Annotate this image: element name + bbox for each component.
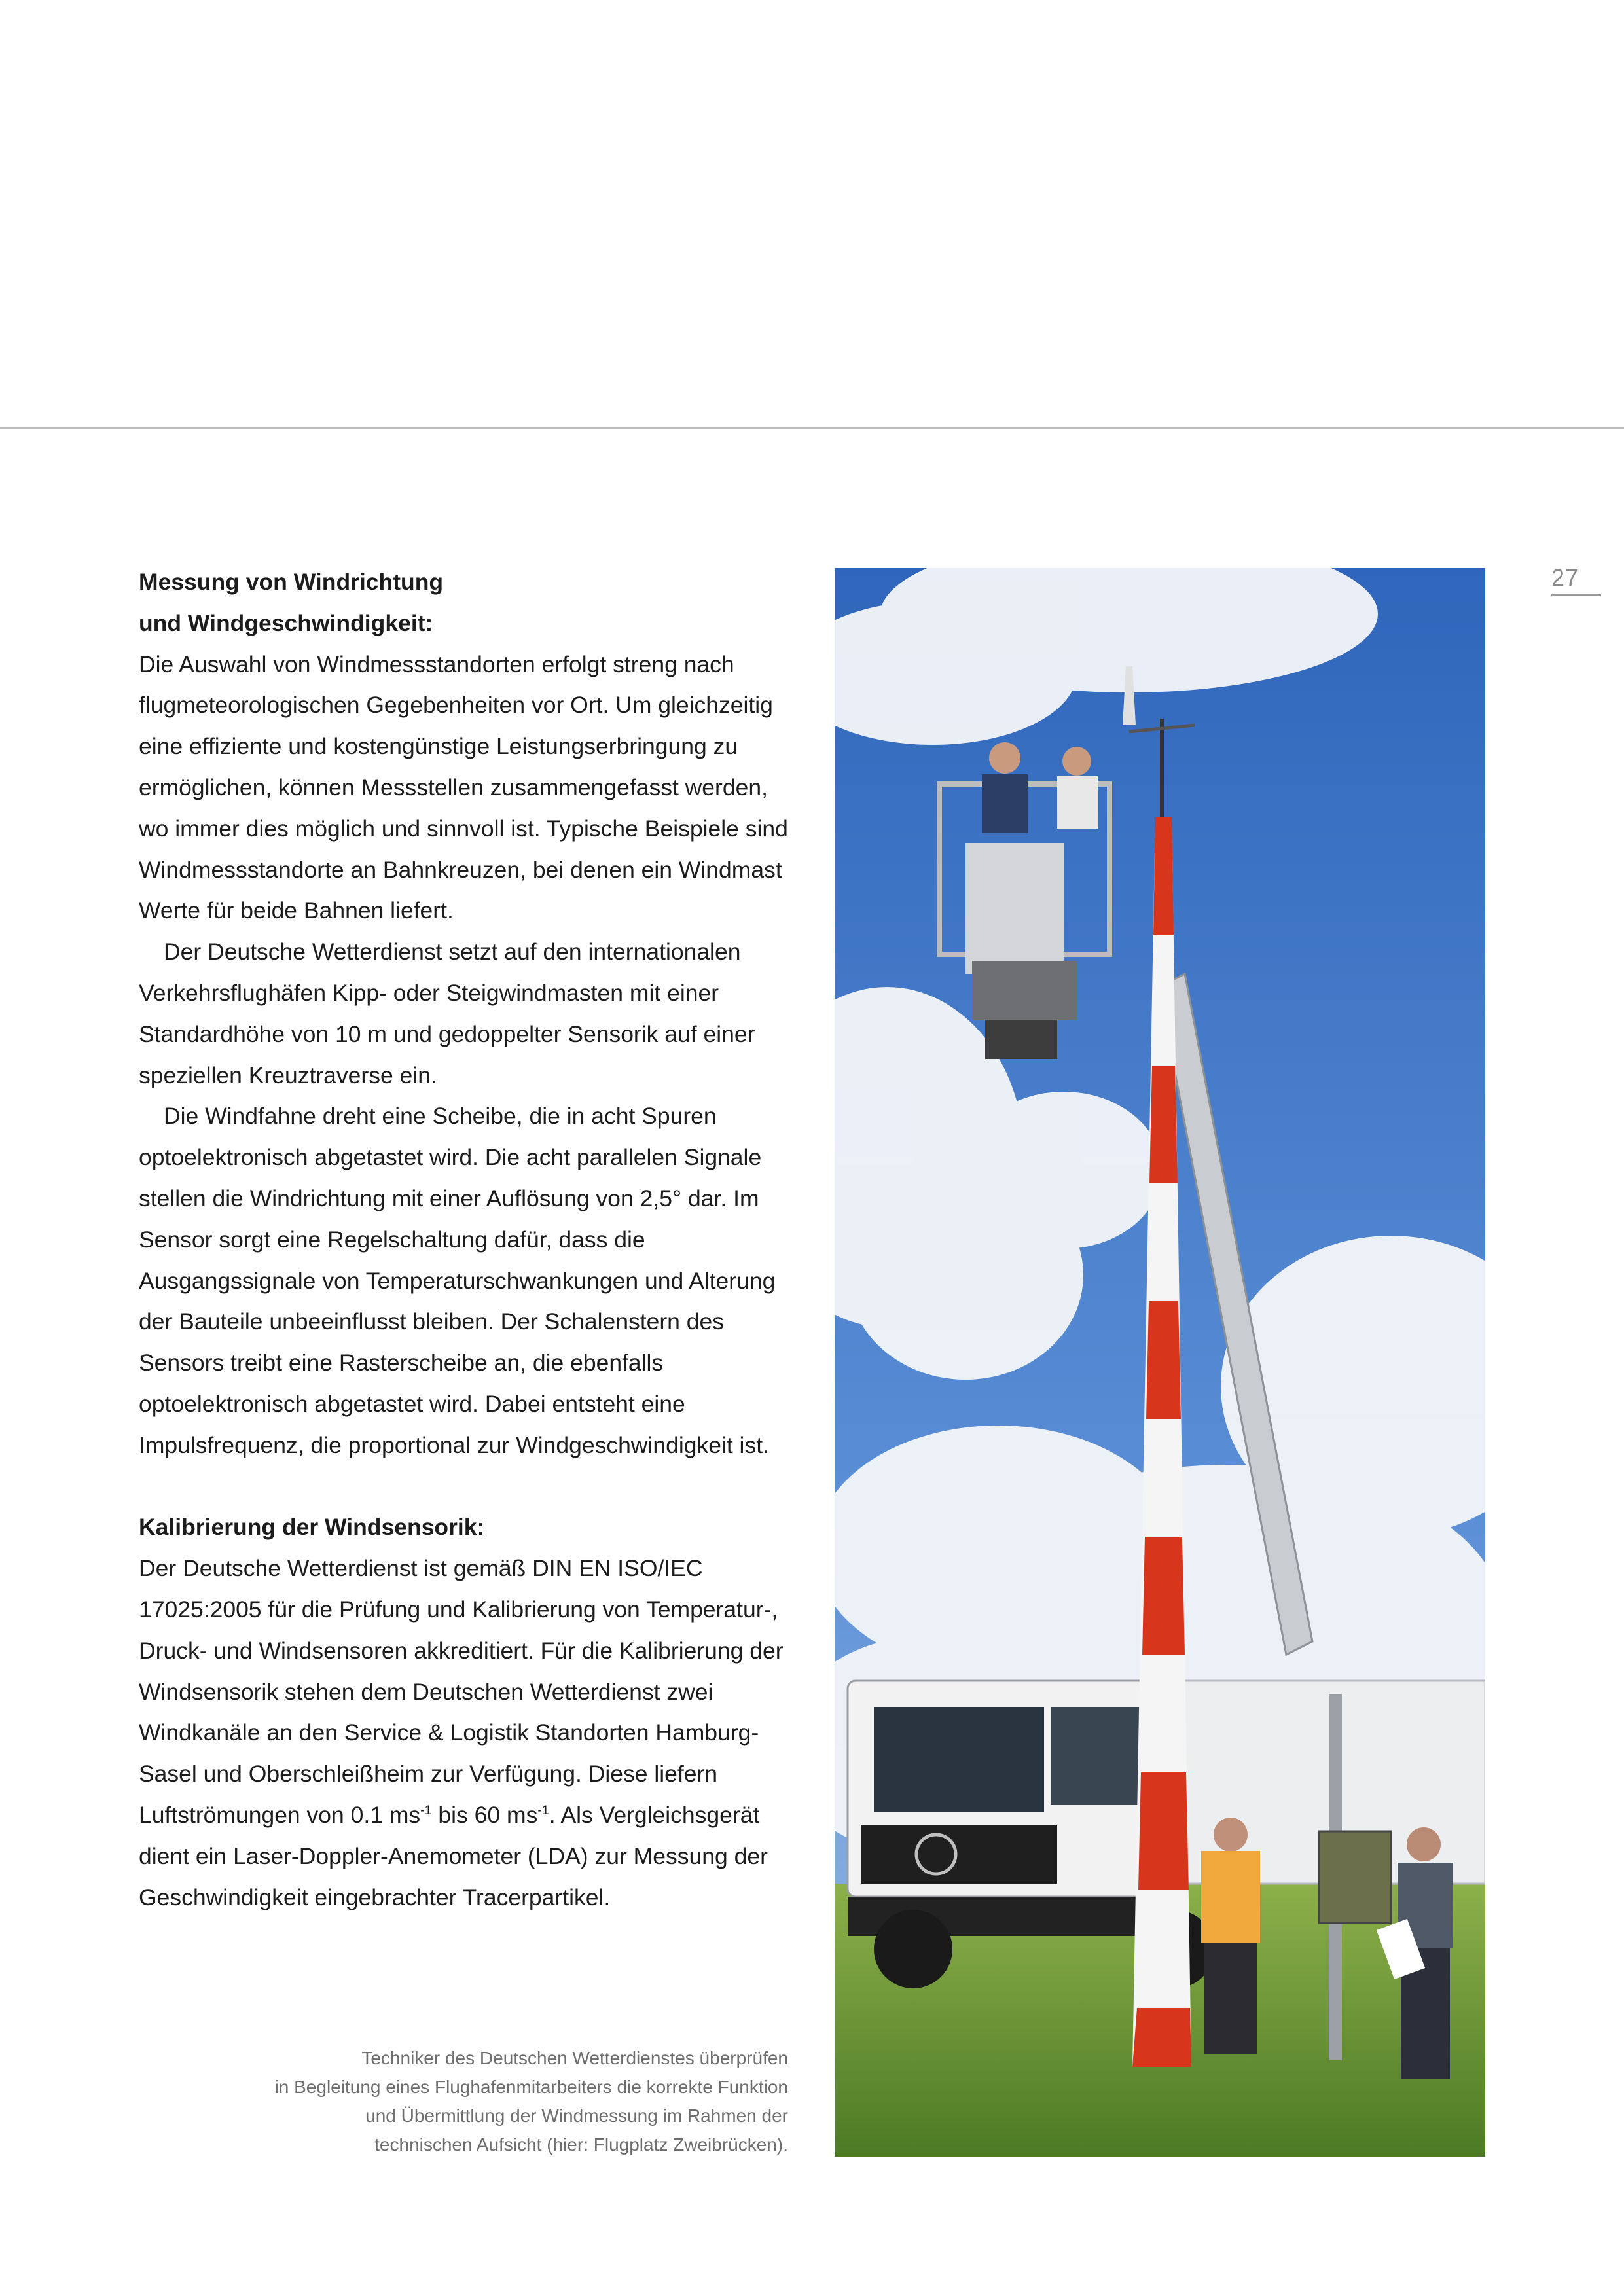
unit-exponent-1: -1	[420, 1803, 432, 1818]
wind-mast-photo	[835, 568, 1485, 2157]
section1-heading-line2: und Windgeschwindigkeit:	[139, 609, 433, 636]
caption-line-2: in Begleitung eines Flughafenmitarbeiters die korrekte Funktion	[274, 2077, 788, 2097]
wind-mast-illustration	[835, 568, 1485, 2157]
section2-heading: Kalibrierung der Windsensorik:	[139, 1514, 485, 1541]
section2-paragraph	[139, 1548, 793, 1918]
caption-line-4: technischen Aufsicht (hier: Flugplatz Zweibrücken).	[374, 2134, 788, 2155]
section1-paragraph-2: Der Deutsche Wetterdienst setzt auf den internationalen Verkehrsflughäfen Kipp- oder Steigwindmasten mit einer Standardhöhe von 10 m und gedoppelter Sensorik auf einer speziellen Kreuztraverse ein.	[139, 939, 755, 1088]
section2-text-part1: Der Deutsche Wetterdienst ist gemäß DIN EN ISO/IEC 17025:2005 für die Prüfung und Kalibrierung von Temperatur-, Druck- und Windsensoren akkreditiert. Für die Kalibrierung der Windsensorik stehen dem Deutschen Wetterdienst zwei Windkanäle an den Service & Logistik Standorten Hamburg-Sasel und Oberschleißheim zur Verfügung. Diese liefern Luftströmungen von 0.1 ms	[139, 1555, 784, 1828]
top-divider-rule	[0, 427, 1624, 429]
section1-paragraph-3: Die Windfahne dreht eine Scheibe, die in acht Spuren optoelektronisch abgetastet wird. Die acht parallelen Signale stellen die Windrichtung mit einer Auflösung von 2,5° dar. Im Sensor sorgt eine Regelschaltung dafür, dass die Ausgangssignale von Temperaturschwankungen und Alterung der Bauteile unbeeinflusst bleiben. Der Schalenstern des Sensors treibt eine Rasterscheibe an, die ebenfalls optoelektronisch abgetastet wird. Dabei entsteht eine Impulsfrequenz, die proportional zur Windgeschwindigkeit ist.	[139, 1103, 776, 1458]
section1-paragraph-1: Die Auswahl von Windmessstandorten erfolgt streng nach flugmeteorologischen Gegebenheiten vor Ort. Um gleichzeitig eine effiziente und kostengünstige Leistungserbringung zu ermöglichen, können Messstellen zusammengefasst werden, wo immer dies möglich und sinnvoll ist. Typische Beispiele sind Windmessstandorte an Bahnkreuzen, bei denen ein Windmast Werte für beide Bahnen liefert.	[139, 651, 788, 924]
caption-line-1: Techniker des Deutschen Wetterdienstes überprüfen	[361, 2048, 788, 2068]
article-text-column	[139, 562, 793, 1918]
section-spacer	[139, 1466, 793, 1507]
page-number: 27	[1551, 564, 1601, 596]
unit-exponent-2: -1	[537, 1803, 549, 1818]
photo-caption	[196, 2044, 788, 2159]
junction-box	[1319, 1831, 1391, 1923]
section1-heading-line1: Messung von Windrichtung	[139, 569, 444, 595]
section2-text-part2: bis 60 ms	[431, 1801, 538, 1828]
section2-text-part3: . Als Vergleichsgerät dient ein Laser-Doppler-Anemometer (LDA) zur Messung der Geschwindigkeit eingebrachter Tracerpartikel.	[139, 1801, 768, 1910]
caption-line-3: und Übermittlung der Windmessung im Rahmen der	[365, 2106, 788, 2126]
